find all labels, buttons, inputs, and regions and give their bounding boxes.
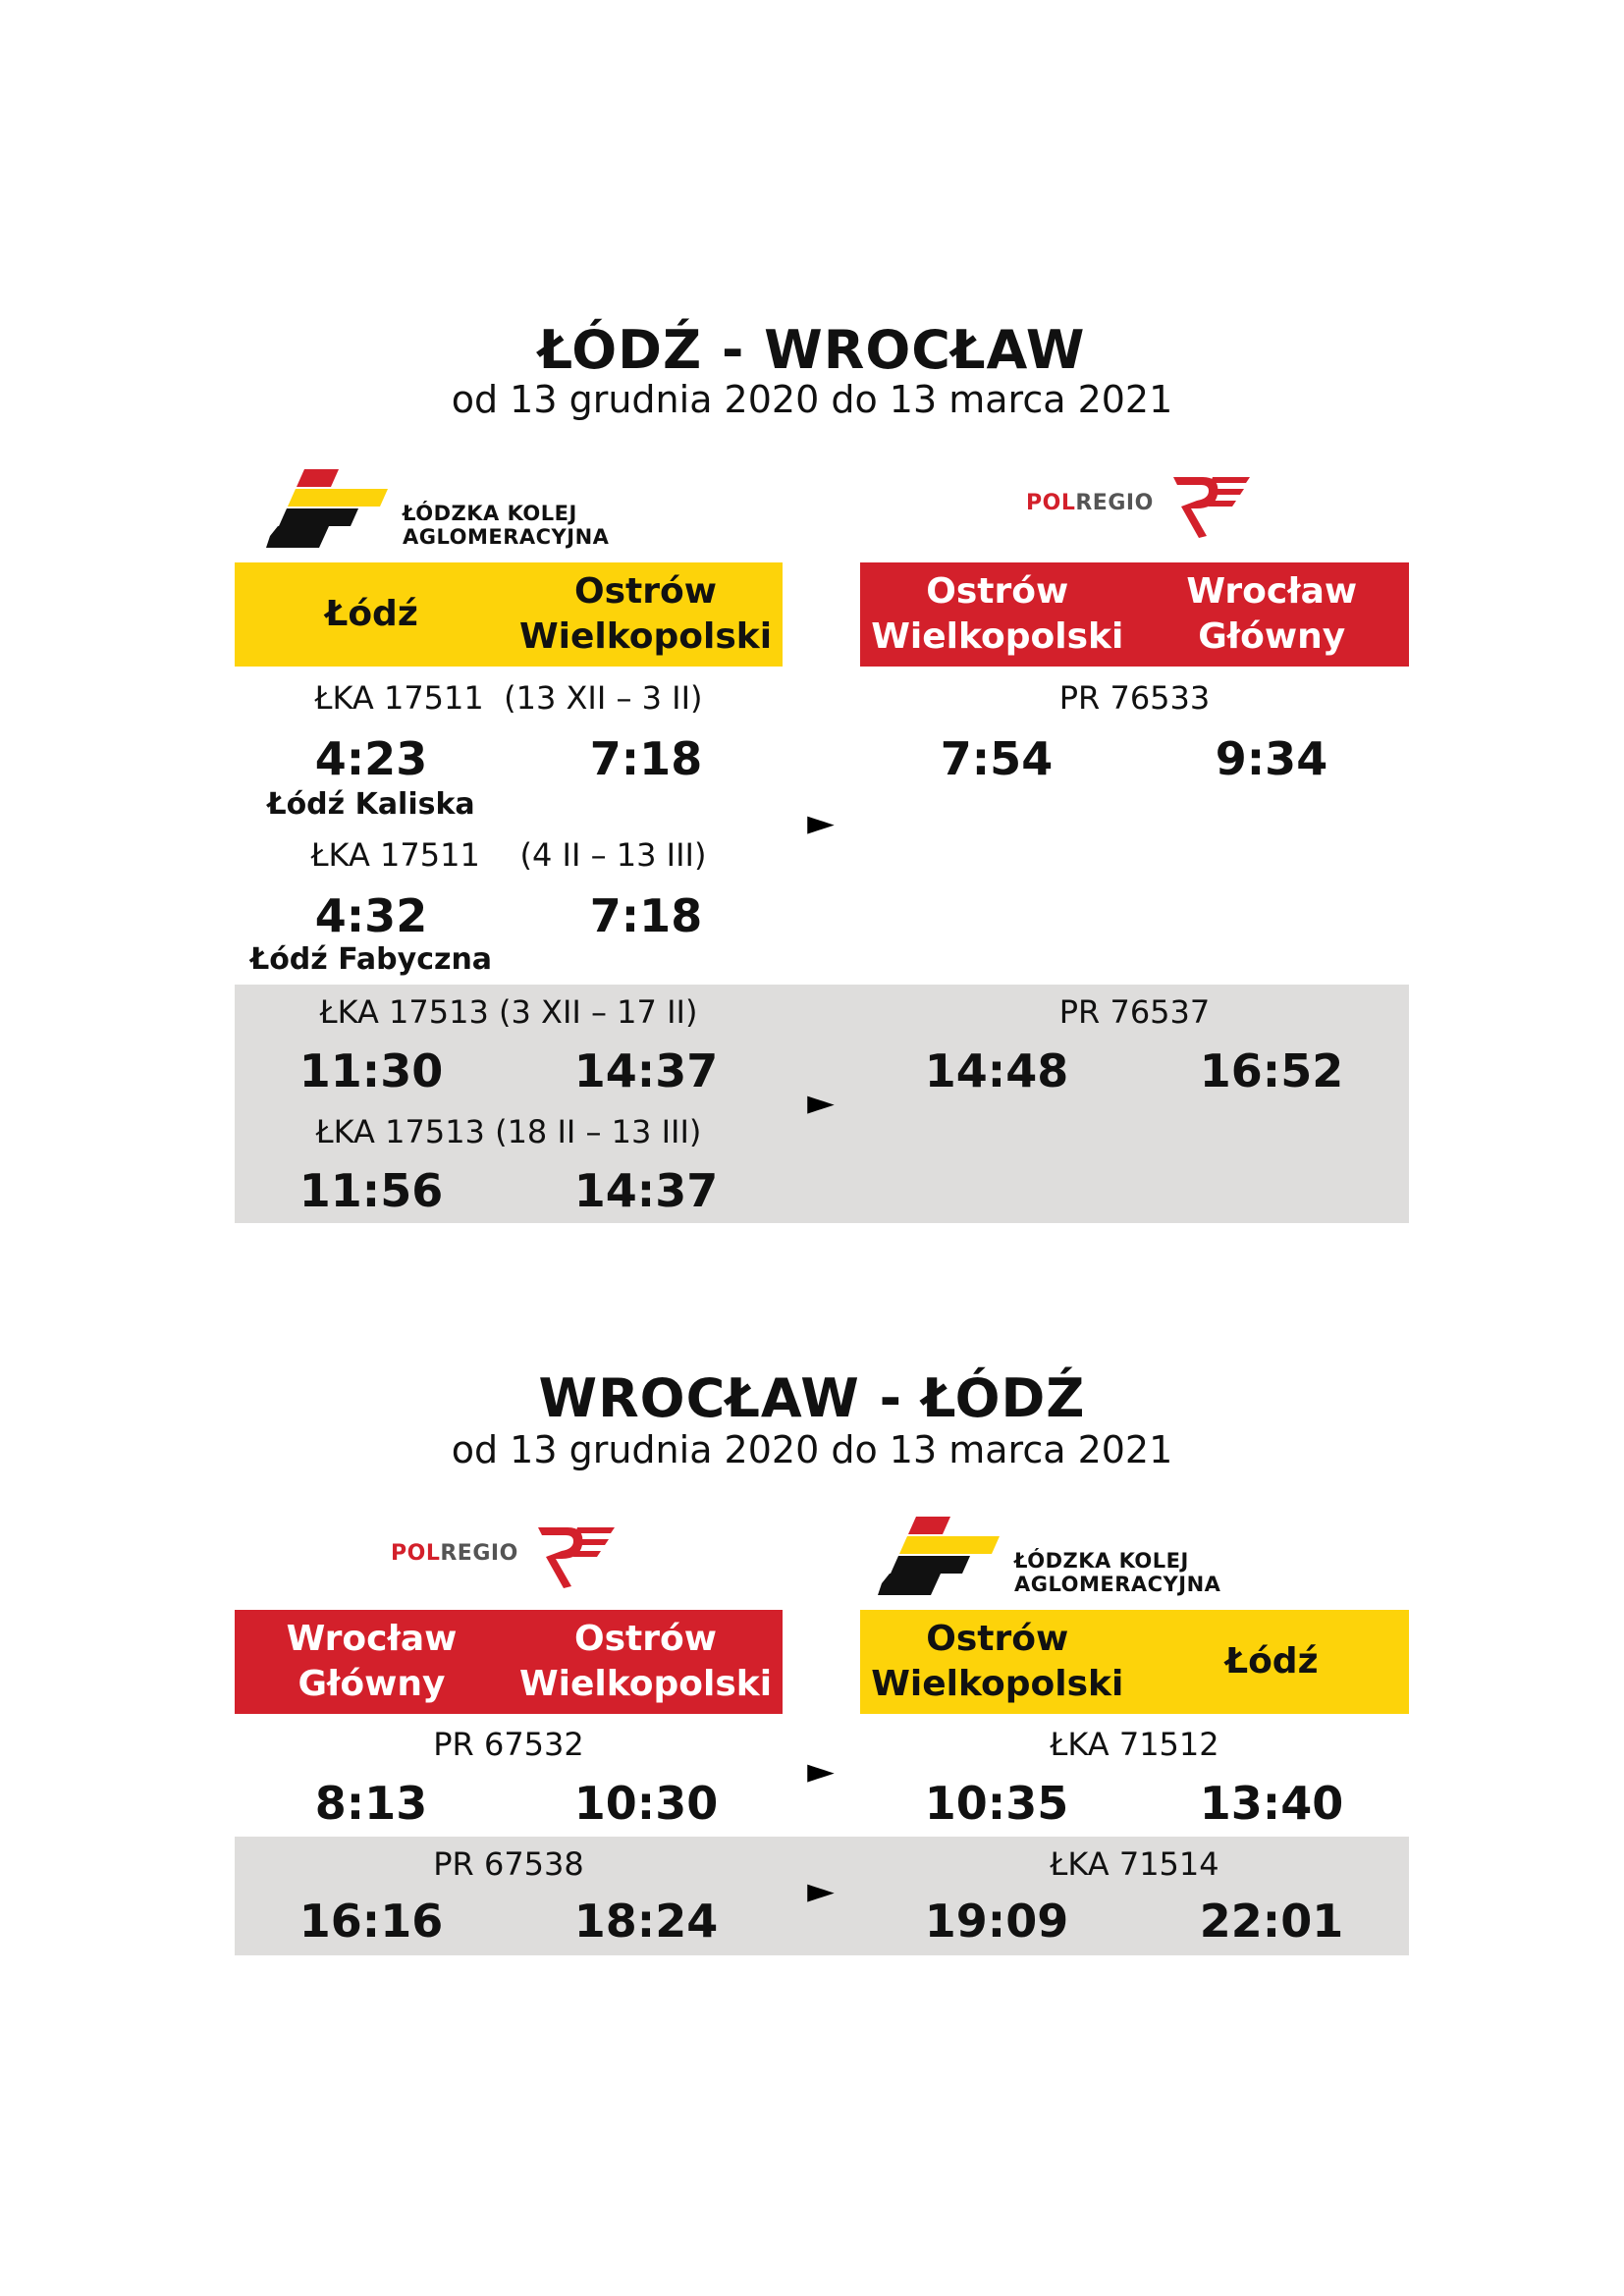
s1-r1-station-a: Łódź Kaliska <box>267 787 475 822</box>
s1-r2-pr-arr: 16:52 <box>1199 1044 1344 1097</box>
s2-r2-lka-train: ŁKA 71514 <box>1050 1845 1219 1883</box>
section1-subtitle: od 13 grudnia 2020 do 13 marca 2021 <box>451 378 1173 421</box>
s2-r1-lka-arr: 13:40 <box>1199 1777 1344 1830</box>
polregio-logo <box>391 1520 617 1593</box>
s1-r2-arr-b: 14:37 <box>573 1164 719 1217</box>
lka-logo <box>260 467 790 556</box>
header-ostrow: Ostrów Wielkopolski <box>871 1619 1124 1704</box>
s1-r2-dep-b: 11:56 <box>298 1164 444 1217</box>
header-wroclaw: Wrocław Główny <box>1186 571 1358 657</box>
s2-r2-pr-train: PR 67538 <box>433 1845 584 1883</box>
s1-r1-train-a: ŁKA 17511 (13 XII – 3 II) <box>314 679 703 717</box>
header-ostrow: Ostrów Wielkopolski <box>518 571 773 657</box>
header-lodz: Łódź <box>1224 1641 1319 1682</box>
arrow-right-icon: ► <box>807 803 835 843</box>
s1-r1-pr-arr: 9:34 <box>1215 732 1328 785</box>
s1-r1-dep-a: 4:23 <box>314 732 428 785</box>
section2-subtitle: od 13 grudnia 2020 do 13 marca 2021 <box>451 1428 1173 1471</box>
s1-r2-train-a: ŁKA 17513 (3 XII – 17 II) <box>319 993 698 1031</box>
arrow-right-icon: ► <box>807 1871 835 1911</box>
s2-r1-lka-train: ŁKA 71512 <box>1050 1726 1219 1763</box>
s2-r2-lka-arr: 22:01 <box>1199 1895 1344 1948</box>
polregio-logo-text-regio: REGIO <box>440 1541 518 1566</box>
s1-right-header <box>860 562 1409 667</box>
s2-r1-lka-dep: 10:35 <box>924 1777 1069 1830</box>
header-lodz: Łódź <box>325 594 418 634</box>
lka-logo <box>872 1515 1402 1603</box>
polregio-logo-icon <box>1164 469 1252 543</box>
s1-r2-dep-a: 11:30 <box>298 1044 444 1097</box>
lka-logo-text: ŁÓDZKA KOLEJ AGLOMERACYJNA <box>1014 1549 1221 1596</box>
s2-left-header <box>235 1610 783 1714</box>
s1-r1-arr-a: 7:18 <box>589 732 703 785</box>
arrow-right-icon: ► <box>807 1751 835 1791</box>
polregio-logo-text-pol: POL <box>391 1541 441 1566</box>
s2-r2-pr-dep: 16:16 <box>298 1895 444 1948</box>
section2-title: WROCŁAW - ŁÓDŹ <box>538 1367 1086 1429</box>
polregio-logo-icon <box>528 1520 617 1593</box>
s1-r2-pr-dep: 14:48 <box>924 1044 1069 1097</box>
s1-r1-train-b: ŁKA 17511 (4 II – 13 III) <box>310 836 707 874</box>
section1-title: ŁÓDŹ - WROCŁAW <box>538 319 1086 381</box>
s2-r1-pr-arr: 10:30 <box>573 1777 719 1830</box>
polregio-logo-text-regio: REGIO <box>1075 491 1154 515</box>
s2-r1-pr-dep: 8:13 <box>314 1777 428 1830</box>
header-ostrow: Ostrów Wielkopolski <box>518 1619 773 1704</box>
header-ostrow: Ostrów Wielkopolski <box>871 571 1124 657</box>
polregio-logo <box>1026 469 1252 543</box>
polregio-logo-text-pol: POL <box>1026 491 1076 515</box>
s1-r1-arr-b: 7:18 <box>589 889 703 942</box>
lka-logo-icon <box>872 1515 1000 1603</box>
s1-left-header <box>235 562 783 667</box>
s1-r2-pr-train: PR 76537 <box>1058 993 1211 1031</box>
s1-r1-dep-b: 4:32 <box>314 889 428 942</box>
arrow-right-icon: ► <box>807 1083 835 1123</box>
s1-r1-pr-train: PR 76533 <box>1058 679 1211 717</box>
lka-logo-text: ŁÓDZKA KOLEJ AGLOMERACYJNA <box>403 502 610 549</box>
s2-r1-pr-train: PR 67532 <box>433 1726 584 1763</box>
s1-r1-station-b: Łódź Fabyczna <box>249 942 493 977</box>
header-wroclaw: Wrocław Główny <box>286 1619 458 1704</box>
s2-right-header <box>860 1610 1409 1714</box>
s2-r2-pr-arr: 18:24 <box>573 1895 719 1948</box>
lka-logo-icon <box>260 467 388 556</box>
s1-r2-arr-a: 14:37 <box>573 1044 719 1097</box>
s1-r1-pr-dep: 7:54 <box>940 732 1054 785</box>
s1-r2-train-b: ŁKA 17513 (18 II – 13 III) <box>315 1113 702 1150</box>
s2-r2-lka-dep: 19:09 <box>924 1895 1069 1948</box>
